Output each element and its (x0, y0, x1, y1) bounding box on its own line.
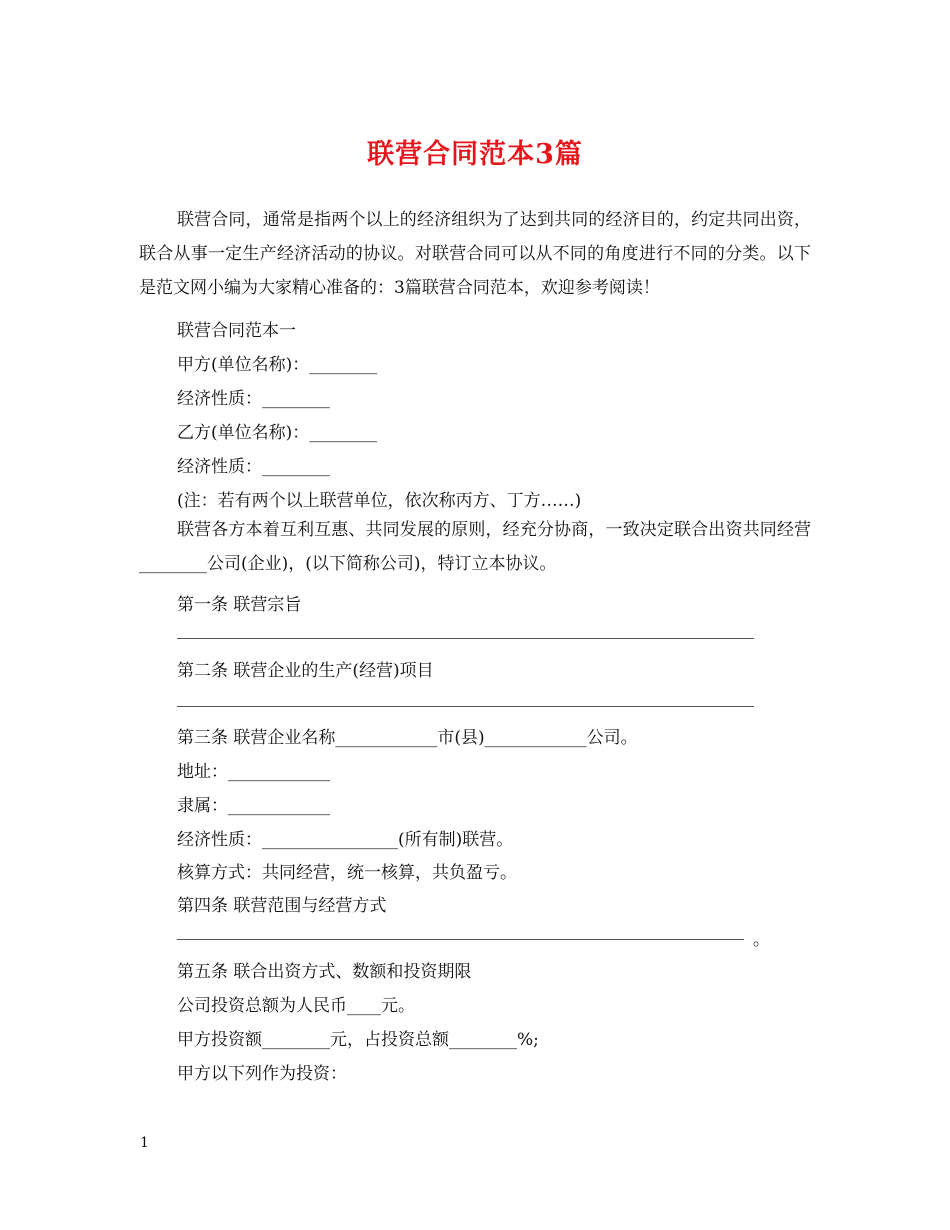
party-a-items-line: 甲方以下列作为投资： (177, 1064, 347, 1084)
nature-line: 经济性质：________________(所有制)联营。 (177, 830, 514, 850)
section-heading: 联营合同范本一 (177, 321, 296, 341)
total-investment-line: 公司投资总额为人民币____元。 (177, 996, 415, 1016)
article-4-period: 。 (753, 930, 770, 950)
blank-rule (177, 939, 744, 940)
blank-rule (177, 638, 754, 639)
article-2-heading: 第二条 联营企业的生产(经营)项目 (177, 661, 434, 681)
agreement-paragraph: 联营各方本着互利互惠、共同发展的原则，经充分协商，一致决定联合出资共同经营________公司(企业)，(以下简称公司)，特订立本协议。 (139, 520, 811, 574)
accounting-line: 核算方式：共同经营，统一核算，共负盈亏。 (177, 863, 517, 883)
blank-rule (177, 706, 754, 707)
article-4-heading: 第四条 联营范围与经营方式 (177, 896, 387, 916)
intro-paragraph: 联营合同，通常是指两个以上的经济组织为了达到共同的经济目的，约定共同出资，联合从事一定生产经济活动的协议。对联营合同可以从不同的角度进行不同的分类。以下是范文网小编为大家精心准备的：3篇联营合同范本，欢迎参考阅读！ (139, 210, 811, 298)
page-number: 1 (140, 1135, 149, 1151)
page-title: 联营合同范本3篇 (367, 139, 583, 170)
party-a-nature-line: 经济性质：________ (177, 389, 330, 409)
party-a-investment-line: 甲方投资额________元，占投资总额________%; (177, 1030, 539, 1050)
address-line: 地址：____________ (177, 762, 330, 782)
article-1-heading: 第一条 联营宗旨 (177, 595, 302, 615)
note-line: (注：若有两个以上联营单位，依次称丙方、丁方……) (177, 491, 582, 511)
affiliation-line: 隶属：____________ (177, 796, 330, 816)
party-a-line: 甲方(单位名称)：________ (177, 355, 378, 375)
party-b-line: 乙方(单位名称)：________ (177, 423, 378, 443)
article-5-heading: 第五条 联合出资方式、数额和投资期限 (177, 962, 472, 982)
article-3-line: 第三条 联营企业名称____________市(县)____________公司。 (177, 728, 638, 748)
party-b-nature-line: 经济性质：________ (177, 457, 330, 477)
